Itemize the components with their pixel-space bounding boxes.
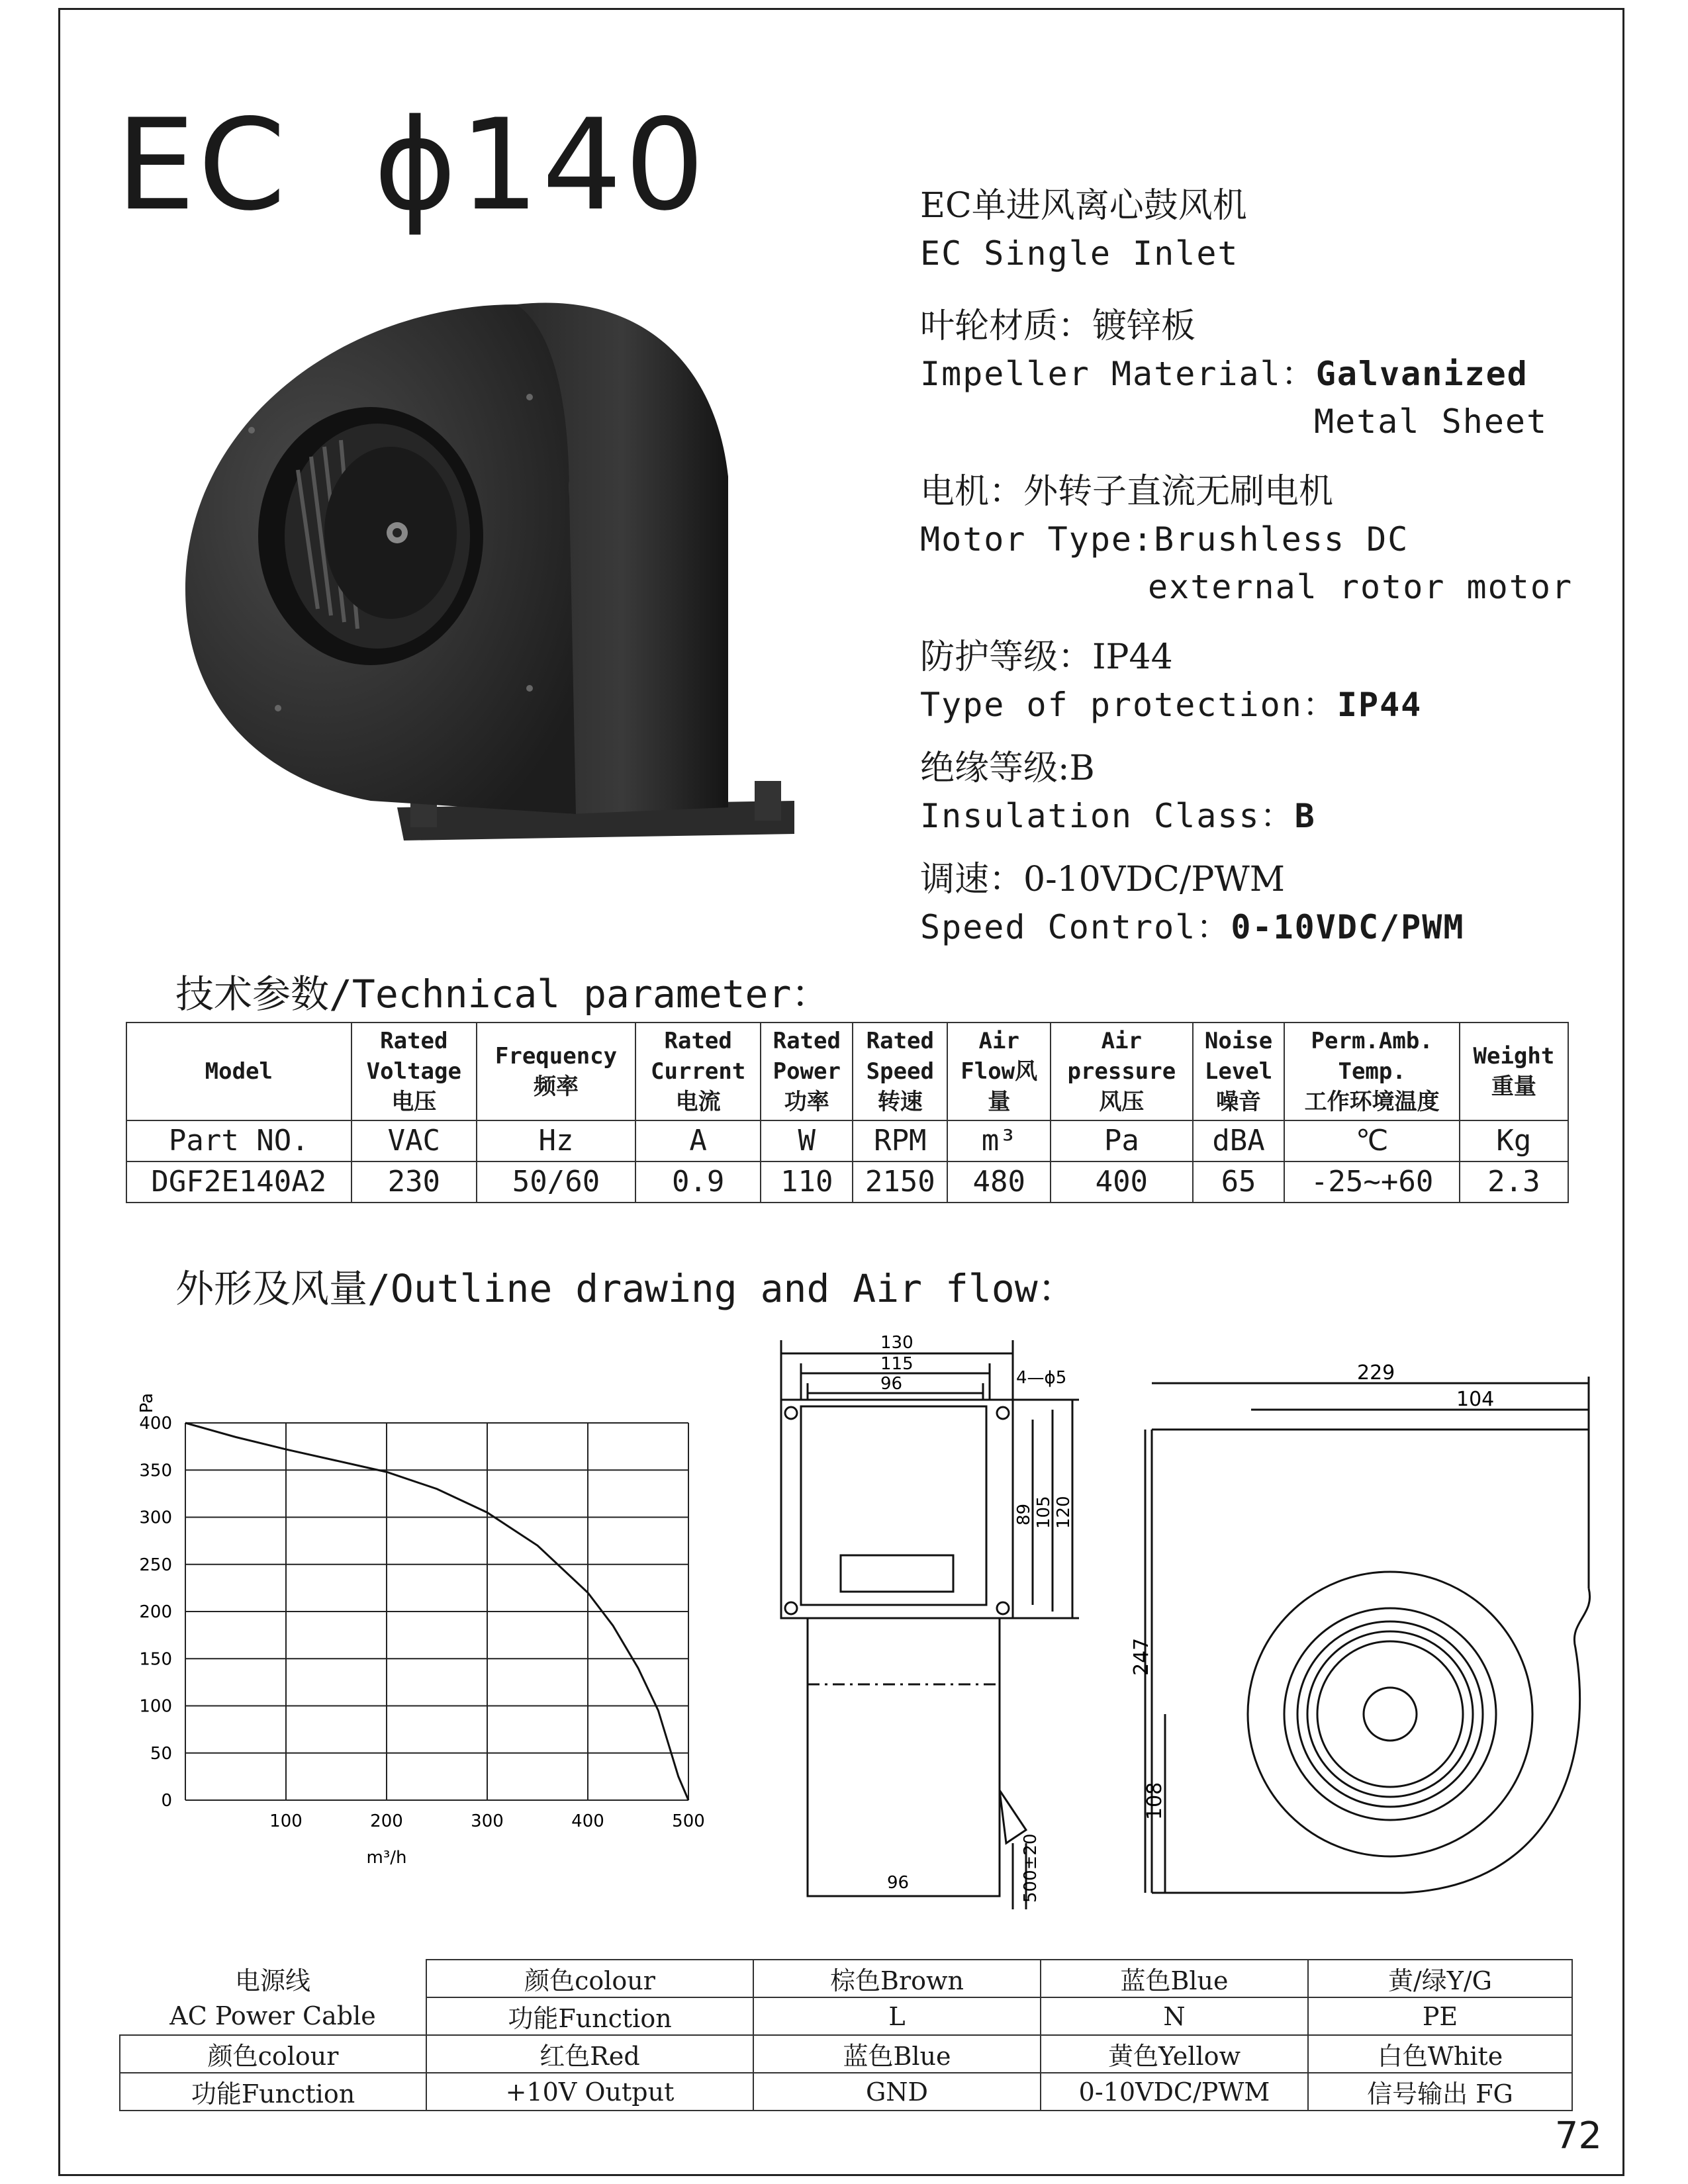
tech-header-cell xyxy=(1460,1023,1568,1120)
blower-photo xyxy=(172,278,821,887)
tech-unit-cell: Pa xyxy=(1051,1120,1193,1161)
tech-header-line: Rated xyxy=(664,1028,732,1054)
page-number: 72 xyxy=(1554,2115,1602,2158)
cable-row-2 xyxy=(120,1997,1572,2035)
insulation-label: Insulation Class： xyxy=(920,797,1295,835)
tech-value-cell: 230 xyxy=(352,1161,477,1203)
dim-229: 229 xyxy=(1357,1361,1395,1385)
y-tick-label: 300 xyxy=(139,1508,172,1528)
tech-header-line: Speed xyxy=(866,1058,934,1085)
cable-cell: 功能Function xyxy=(120,2073,426,2111)
tech-value-cell: 0.9 xyxy=(635,1161,761,1203)
tech-unit-cell: Kg xyxy=(1460,1120,1568,1161)
motor-en: Motor Type:Brushless DC xyxy=(920,520,1409,559)
cable-cell: 棕色Brown xyxy=(753,1960,1041,1997)
tech-header-cell xyxy=(1284,1023,1459,1120)
dim-96-bottom: 96 xyxy=(887,1873,910,1893)
dim-holes: 4—ϕ5 xyxy=(1016,1368,1067,1388)
tech-header-cell xyxy=(947,1023,1051,1120)
x-tick-label: 100 xyxy=(269,1811,303,1831)
y-tick-label: 100 xyxy=(139,1696,172,1717)
x-tick-label: 400 xyxy=(571,1811,604,1831)
tech-value-cell: 110 xyxy=(761,1161,853,1203)
tech-value-cell: DGF2E140A2 xyxy=(126,1161,352,1203)
impeller-value: Galvanized xyxy=(1315,355,1528,393)
cable-row-1 xyxy=(120,1960,1572,1997)
motor-en-2: external rotor motor xyxy=(1148,568,1573,606)
tech-header-line: 风压 xyxy=(1099,1089,1145,1115)
type-en: EC Single Inlet xyxy=(920,234,1239,273)
protection-cn: 防护等级：IP44 xyxy=(920,637,1173,677)
tech-header-line: 电流 xyxy=(675,1089,721,1115)
impeller-en xyxy=(920,353,1528,394)
cable-label-en: AC Power Cable xyxy=(120,1997,426,2035)
tech-value-cell: 50/60 xyxy=(477,1161,635,1203)
dim-104: 104 xyxy=(1456,1388,1495,1411)
tech-header-line: 频率 xyxy=(534,1073,579,1100)
tech-header-cell xyxy=(761,1023,853,1120)
tech-header-line: 噪音 xyxy=(1216,1089,1262,1115)
tech-units-row xyxy=(126,1120,1568,1161)
cable-cell: 信号输出 FG xyxy=(1308,2073,1572,2111)
tech-header-line: Air xyxy=(1101,1028,1143,1054)
tech-header-line: 功率 xyxy=(784,1089,829,1115)
tech-header-cell xyxy=(126,1023,352,1120)
cable-cell: 黄/绿Y/G xyxy=(1308,1960,1572,1997)
tech-header-cell xyxy=(477,1023,635,1120)
tech-unit-cell: m³ xyxy=(947,1120,1051,1161)
tech-values-row xyxy=(126,1161,1568,1203)
tech-header-line: Noise xyxy=(1204,1028,1273,1054)
cable-label-cn: 电源线 xyxy=(120,1960,426,1997)
cable-cell: L xyxy=(753,1997,1041,2035)
air-flow-chart xyxy=(132,1363,748,1893)
product-title: EC ϕ140 xyxy=(116,92,708,238)
tech-header-line: 电压 xyxy=(391,1089,437,1115)
tech-header-line: Level xyxy=(1204,1058,1273,1085)
tech-header-line: Rated xyxy=(773,1028,841,1054)
y-tick-label: 250 xyxy=(139,1555,172,1575)
insulation-cn: 绝缘等级:B xyxy=(920,749,1095,788)
dim-108: 108 xyxy=(1143,1782,1166,1820)
cable-cell: 白色White xyxy=(1308,2035,1572,2073)
cable-cell: 蓝色Blue xyxy=(1041,1960,1308,1997)
tech-heading: 技术参数/Technical parameter： xyxy=(175,972,830,1017)
cable-row-3 xyxy=(120,2035,1572,2073)
tech-unit-cell: VAC xyxy=(352,1120,477,1161)
speed-label: Speed Control： xyxy=(920,908,1231,946)
tech-header-line: Power xyxy=(773,1058,841,1085)
protection-en xyxy=(920,684,1422,725)
motor-cn: 电机：外转子直流无刷电机 xyxy=(920,472,1334,512)
tech-header-line: 重量 xyxy=(1491,1073,1536,1100)
cable-cell: 颜色colour xyxy=(426,1960,753,1997)
cable-table xyxy=(119,1959,1573,2111)
x-tick-label: 300 xyxy=(471,1811,504,1831)
cable-cell: 0-10VDC/PWM xyxy=(1041,2073,1308,2111)
tech-header-cell xyxy=(1051,1023,1193,1120)
y-tick-label: 350 xyxy=(139,1461,172,1481)
tech-header-line: 工作环境温度 xyxy=(1304,1089,1440,1115)
x-axis-label: m³/h xyxy=(366,1848,407,1868)
x-tick-label: 200 xyxy=(370,1811,403,1831)
dim-cable: 500±20 xyxy=(1021,1833,1041,1903)
cable-cell: GND xyxy=(753,2073,1041,2111)
tech-header-cell xyxy=(853,1023,947,1120)
tech-unit-cell: RPM xyxy=(853,1120,947,1161)
tech-value-cell: 2.3 xyxy=(1460,1161,1568,1203)
tech-unit-cell: dBA xyxy=(1193,1120,1285,1161)
tech-unit-cell: Part NO. xyxy=(126,1120,352,1161)
tech-value-cell: 480 xyxy=(947,1161,1051,1203)
dim-89: 89 xyxy=(1014,1503,1034,1525)
protection-label: Type of protection： xyxy=(920,686,1337,724)
tech-header-line: pressure xyxy=(1067,1058,1176,1085)
dim-130: 130 xyxy=(880,1333,914,1353)
tech-unit-cell: W xyxy=(761,1120,853,1161)
cable-cell: 颜色colour xyxy=(120,2035,426,2073)
cable-row-4 xyxy=(120,2073,1572,2111)
cable-cell: 蓝色Blue xyxy=(753,2035,1041,2073)
tech-unit-cell: Hz xyxy=(477,1120,635,1161)
tech-header-line: Frequency xyxy=(494,1043,618,1069)
tech-unit-cell: ℃ xyxy=(1284,1120,1459,1161)
speed-cn: 调速：0-10VDC/PWM xyxy=(920,860,1286,899)
cable-cell: N xyxy=(1041,1997,1308,2035)
protection-value: IP44 xyxy=(1336,686,1423,724)
speed-en xyxy=(920,907,1464,948)
tech-header-line: Rated xyxy=(866,1028,934,1054)
outline-heading: 外形及风量/Outline drawing and Air flow： xyxy=(175,1266,1076,1311)
tech-header-cell xyxy=(352,1023,477,1120)
tech-header-cell xyxy=(1193,1023,1285,1120)
tech-header-row xyxy=(126,1023,1568,1120)
y-tick-label: 150 xyxy=(139,1649,172,1670)
tech-header-line: Rated xyxy=(380,1028,448,1054)
tech-header-line: Perm.Amb. xyxy=(1311,1028,1433,1054)
tech-header-line: 转速 xyxy=(877,1089,923,1115)
tech-unit-cell: A xyxy=(635,1120,761,1161)
tech-header-line: Flow风 xyxy=(961,1058,1038,1085)
type-cn: EC单进风离心鼓风机 xyxy=(920,186,1247,226)
y-tick-label: 50 xyxy=(150,1743,172,1764)
dim-120: 120 xyxy=(1054,1496,1074,1529)
tech-header-line: Temp. xyxy=(1338,1058,1406,1085)
tech-header-cell xyxy=(635,1023,761,1120)
impeller-value-2: Metal Sheet xyxy=(1314,402,1548,441)
y-axis-label: Pa xyxy=(137,1392,157,1414)
cable-cell: PE xyxy=(1308,1997,1572,2035)
cable-cell: +10V Output xyxy=(426,2073,753,2111)
insulation-value: B xyxy=(1294,797,1316,835)
impeller-label: Impeller Material： xyxy=(920,355,1316,393)
tech-header-line: Voltage xyxy=(366,1058,461,1085)
tech-header-line: Current xyxy=(651,1058,746,1085)
y-tick-label: 200 xyxy=(139,1602,172,1622)
dim-105: 105 xyxy=(1034,1496,1054,1529)
impeller-cn: 叶轮材质：镀锌板 xyxy=(920,306,1196,346)
cable-cell: 红色Red xyxy=(426,2035,753,2073)
cable-cell: 黄色Yellow xyxy=(1041,2035,1308,2073)
side-outline-drawing xyxy=(1130,1361,1602,1913)
speed-value: 0-10VDC/PWM xyxy=(1231,908,1465,946)
y-tick-label: 400 xyxy=(139,1414,172,1433)
tech-header-line: Weight xyxy=(1473,1043,1555,1069)
tech-header-line: 量 xyxy=(988,1089,1011,1115)
cable-cell: 功能Function xyxy=(426,1997,753,2035)
dim-115: 115 xyxy=(880,1354,914,1374)
y-tick-label: 0 xyxy=(161,1791,172,1811)
tech-value-cell: -25~+60 xyxy=(1284,1161,1459,1203)
tech-table xyxy=(126,1022,1569,1203)
tech-header-line: Model xyxy=(205,1058,273,1085)
tech-value-cell: 400 xyxy=(1051,1161,1193,1203)
x-tick-label: 500 xyxy=(672,1811,705,1831)
dim-96-top: 96 xyxy=(880,1374,903,1394)
front-outline-drawing xyxy=(768,1327,1099,1909)
insulation-en xyxy=(920,796,1316,837)
tech-value-cell: 2150 xyxy=(853,1161,947,1203)
dim-247: 247 xyxy=(1130,1637,1153,1676)
tech-header-line: Air xyxy=(978,1028,1019,1054)
tech-value-cell: 65 xyxy=(1193,1161,1285,1203)
